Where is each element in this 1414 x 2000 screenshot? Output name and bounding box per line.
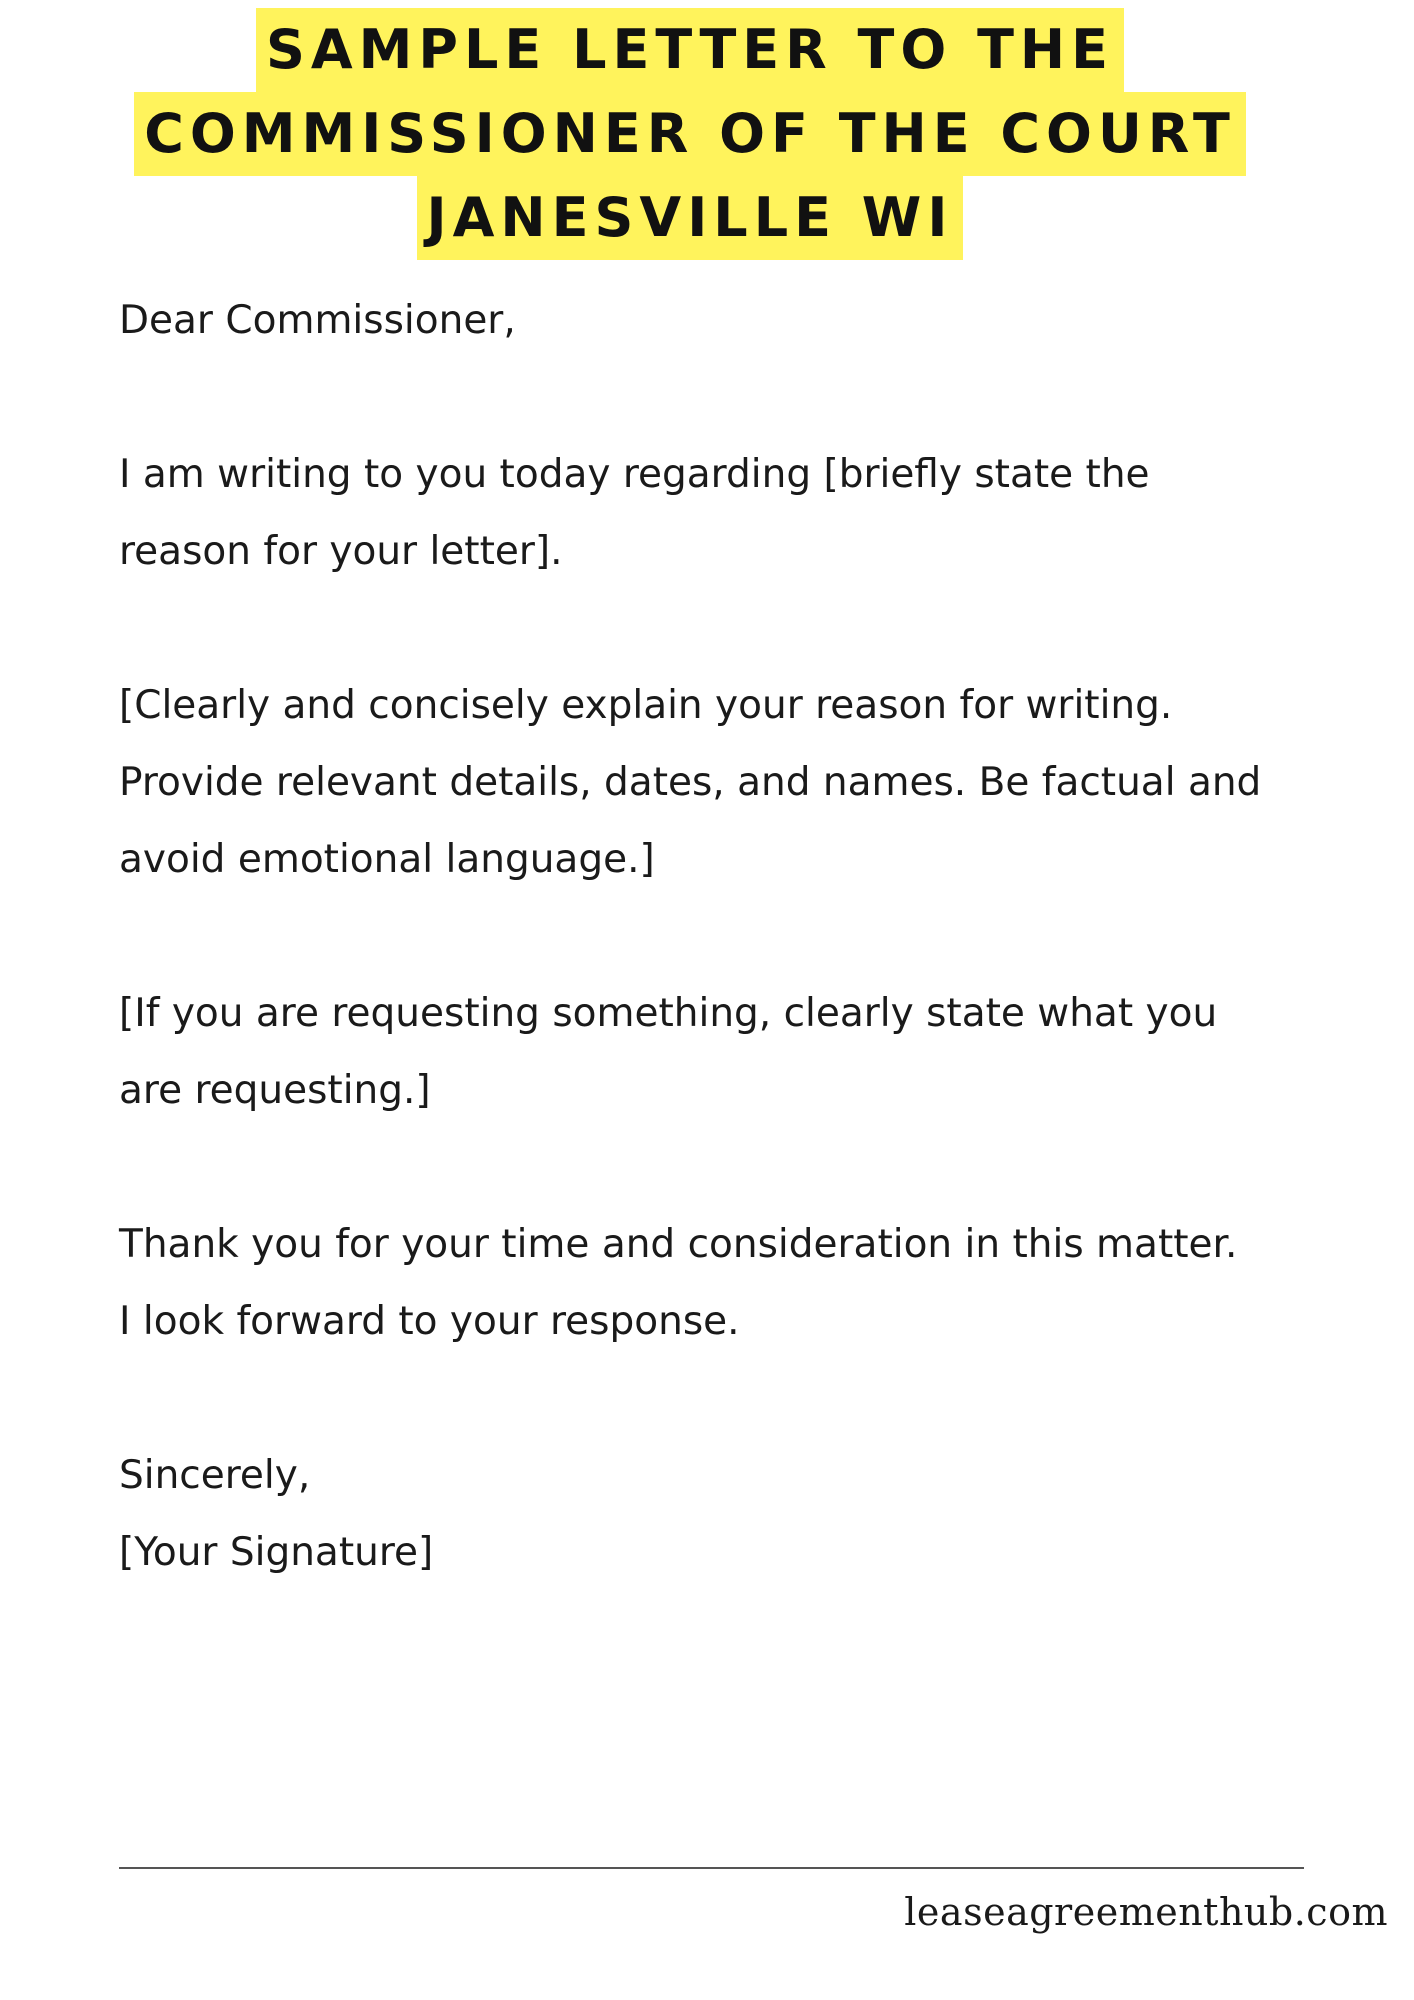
footer-divider [119,1867,1304,1869]
paragraph-explanation: [Clearly and concisely explain your reason for writing. Provide relevant details, dates, and names. Be factual and avoid emotional language.] [119,683,1262,882]
closing: Sincerely, [119,1453,311,1498]
page-title [0,8,1380,260]
title-line-3: JANESVILLE WI [417,176,964,260]
footer-site-name: leaseagreementhub.com [904,1890,1388,1934]
letter-body [119,282,1359,1591]
paragraph-thanks: Thank you for your time and consideration in this matter. I look forward to your response. [119,1222,1238,1344]
paragraph-request: [If you are requesting something, clearly state what you are requesting.] [119,991,1218,1113]
paragraph-intro: I am writing to you today regarding [briefly state the reason for your letter]. [119,452,1150,574]
title-line-2: COMMISSIONER OF THE COURT [134,92,1246,176]
title-line-1: SAMPLE LETTER TO THE [256,8,1124,92]
signature-placeholder: [Your Signature] [119,1530,434,1575]
salutation: Dear Commissioner, [119,298,516,343]
